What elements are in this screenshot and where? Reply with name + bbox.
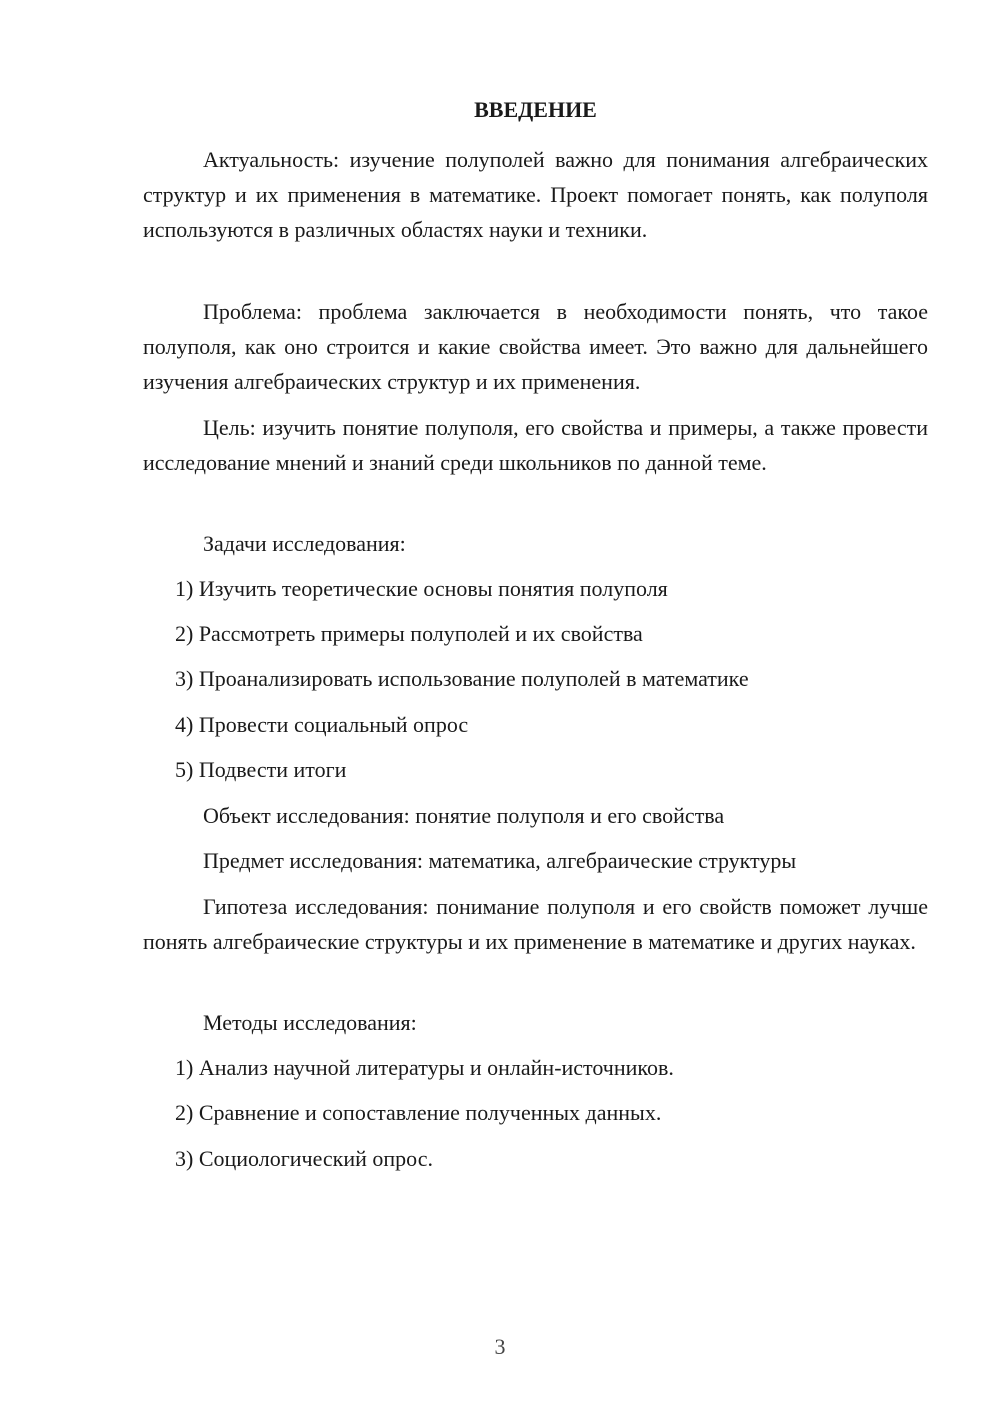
paragraph-goal: Цель: изучить понятие полуполя, его свойства и примеры, а также провести исследование мнений и знаний среди школьников по данной теме. — [143, 415, 928, 475]
method-item-1: 1) Анализ научной литературы и онлайн-источников. — [175, 1055, 674, 1080]
paragraph-problem: Проблема: проблема заключается в необходимости понять, что такое полуполя, как оно строится и какие свойства имеет. Это важно для дальнейшего изучения алгебраических структур и их применения. — [143, 299, 928, 394]
section-heading: ВВЕДЕНИЕ — [474, 97, 597, 122]
task-item-1: 1) Изучить теоретические основы понятия полуполя — [175, 576, 668, 601]
task-item-4: 4) Провести социальный опрос — [175, 712, 469, 737]
page-number: 3 — [494, 1334, 506, 1359]
research-subject: Предмет исследования: математика, алгебраические структуры — [203, 848, 797, 873]
research-object: Объект исследования: понятие полуполя и его свойства — [203, 803, 725, 828]
task-item-2: 2) Рассмотреть примеры полуполей и их свойства — [175, 621, 643, 646]
task-item-5: 5) Подвести итоги — [175, 757, 347, 782]
paragraph-relevance: Актуальность: изучение полуполей важно для понимания алгебраических структур и их применения в математике. Проект помогает понять, как полуполя используются в различных областях науки и техники. — [143, 147, 928, 242]
task-item-3: 3) Проанализировать использование полуполей в математике — [175, 666, 749, 691]
methods-title: Методы исследования: — [203, 1010, 417, 1035]
tasks-title: Задачи исследования: — [203, 531, 406, 556]
method-item-3: 3) Социологический опрос. — [175, 1146, 433, 1171]
paragraph-hypothesis: Гипотеза исследования: понимание полуполя и его свойств поможет лучше понять алгебраические структуры и их применение в математике и других науках. — [143, 894, 928, 954]
method-item-2: 2) Сравнение и сопоставление полученных данных. — [175, 1100, 662, 1125]
